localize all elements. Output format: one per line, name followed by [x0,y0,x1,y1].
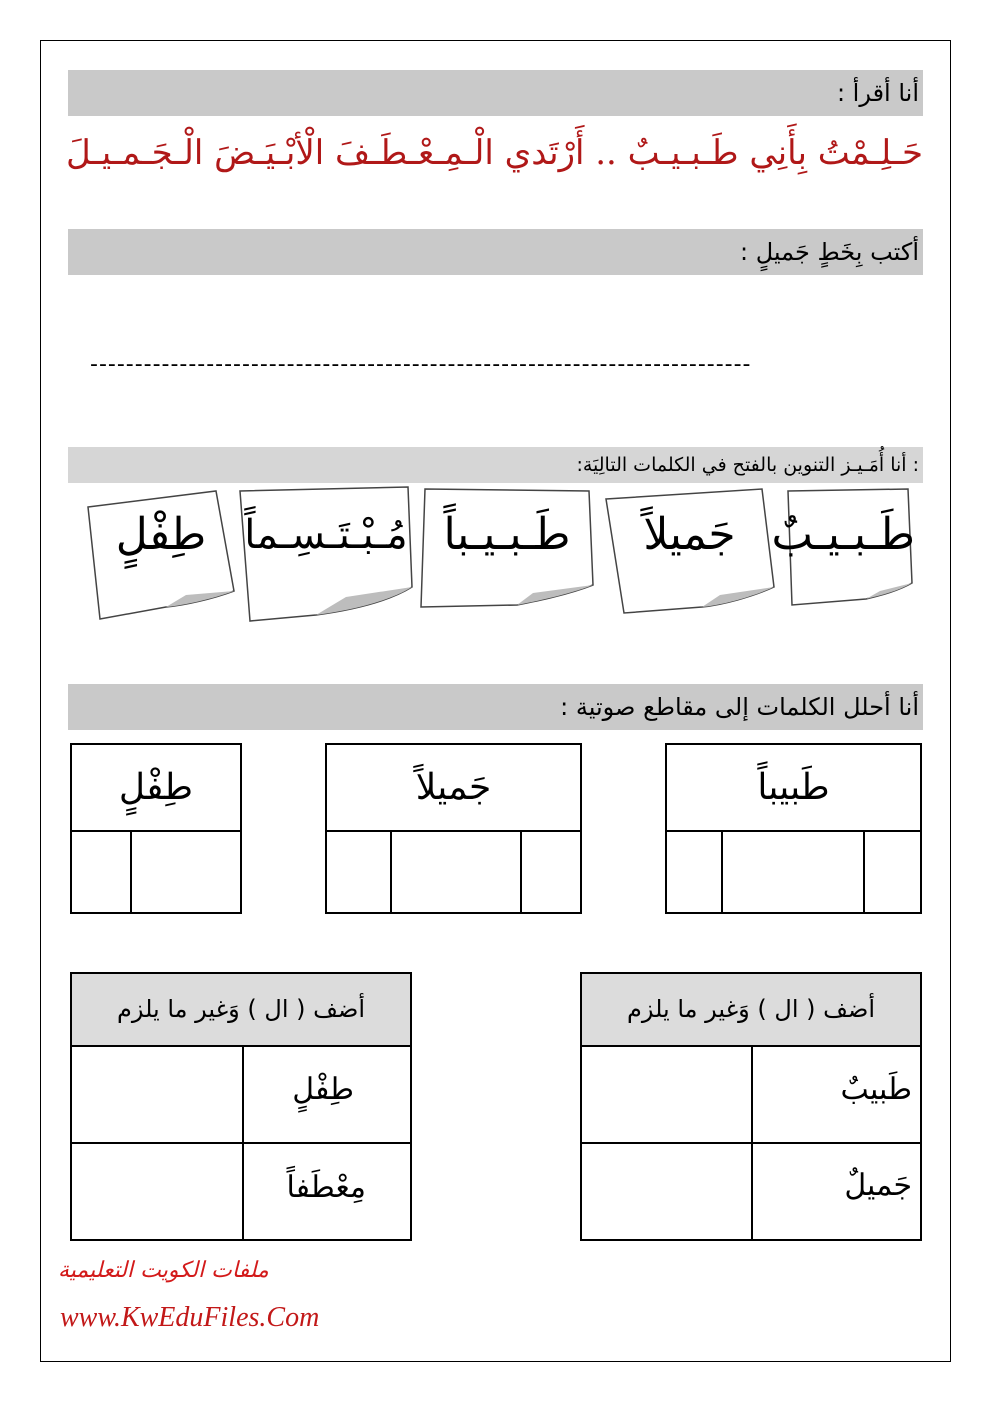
table-divider [582,1142,920,1144]
note-word: جَميلاً [643,509,736,560]
syllable-divider [130,830,132,912]
note-word: طَـبـيـباً [443,509,571,560]
syllable-divider [721,830,723,912]
syllable-box [325,743,582,914]
write-heading: أكتب بِخَطٍ جَميلٍ : [740,238,919,266]
site-name-logo: ملفات الكويت التعليمية [58,1258,269,1283]
table-cell-word: طَبيبٌ [840,1072,912,1107]
table-header: أضف ( ال ) وَغير ما يلزم [72,974,410,1047]
note-word: مُـبْـتَـسِـماً [244,512,408,558]
table-cell-word: مِعْطَفاً [286,1170,366,1205]
note-word: طِفْلٍ [115,509,207,560]
note-card [771,487,915,607]
syllable-divider [520,830,522,912]
note-card [236,487,416,623]
table-cell-word: جَميلٌ [844,1168,912,1203]
syllable-word: طِفْلٍ [72,745,240,832]
tanween-heading: : أنا أُمَـيـز التنوين بالفتح في الكلمات التالِيَة: [576,454,919,476]
syllable-box [70,743,242,914]
note-word: طَـبـيـبٌ [771,509,915,560]
read-heading-bar [68,70,923,116]
note-card [417,487,597,612]
syllable-divider [863,830,865,912]
reading-sentence [66,125,923,181]
note-card [602,487,777,615]
writing-line: -------------------------------------------------------------------------- [90,352,752,377]
add-al-table-right [580,972,922,1241]
reading-sentence-text: حَـلِـمْتُ بِأَنِي طَـبـيـبٌ .. أَرْتَدي الْـمِـعْـطَـفَ الْأبْـيَـضَ الْـجَـمـيـلَ [66,133,923,173]
add-al-table-left [70,972,412,1241]
tanween-heading-bar [68,447,923,483]
syllable-divider [390,830,392,912]
syllable-box [665,743,922,914]
site-url[interactable]: www.KwEduFiles.Com [60,1302,320,1333]
note-card [86,487,236,622]
read-heading: أنا أقرأ : [836,79,919,107]
table-cell-word: طِفْلٍ [292,1072,354,1107]
table-divider [72,1142,410,1144]
table-header: أضف ( ال ) وَغير ما يلزم [582,974,920,1047]
syllables-heading: أنا أحلل الكلمات إلى مقاطع صوتية : [560,693,919,721]
syllable-word: جَميلاً [327,745,580,832]
write-heading-bar [68,229,923,275]
syllables-heading-bar [68,684,923,730]
syllable-word: طَبيباً [667,745,920,832]
